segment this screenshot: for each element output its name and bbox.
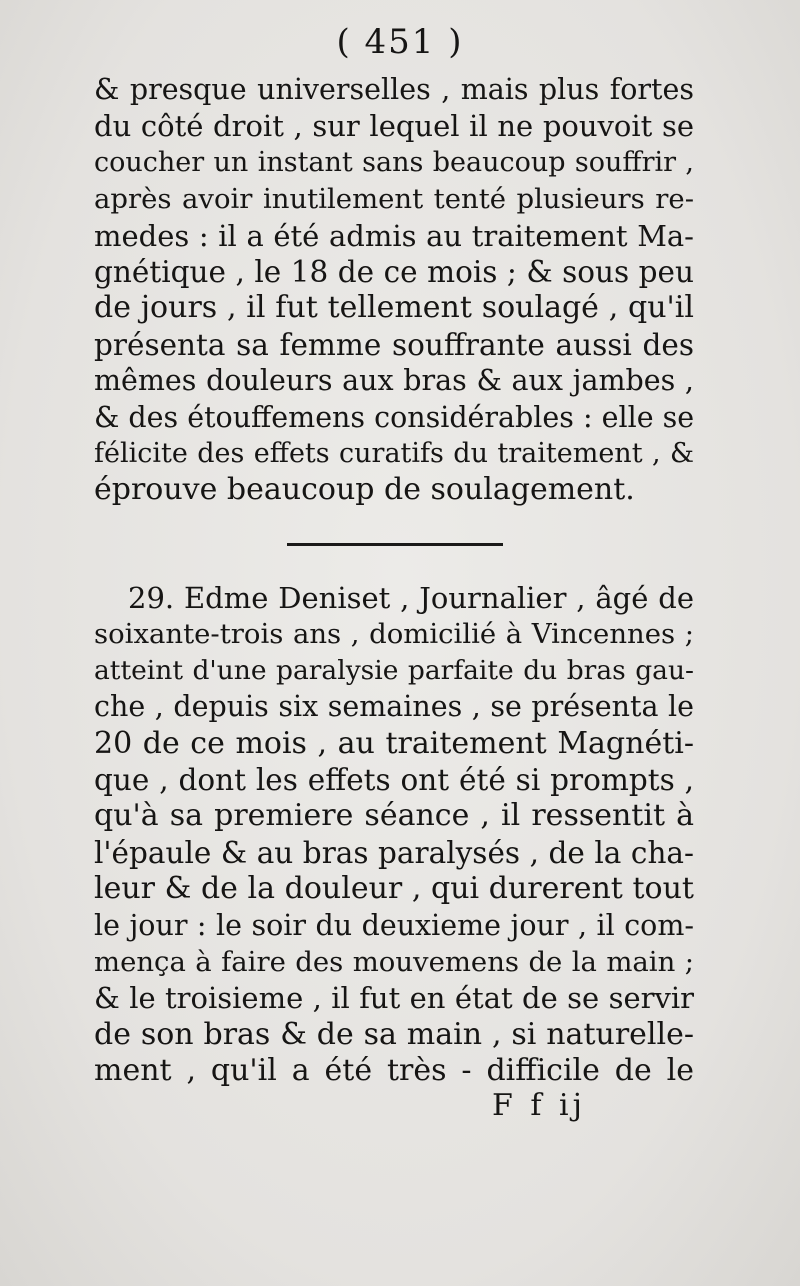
text-line: que , dont les effets ont été si prompts ,: [94, 762, 694, 797]
text-line: présenta sa femme souffrante aussi des: [94, 327, 694, 362]
text-line: 29. Edme Deniset , Journalier , âgé de: [128, 581, 694, 615]
text-line: mença à faire des mouvemens de la main ;: [94, 945, 694, 978]
text-line: coucher un instant sans beaucoup souffrir ,: [94, 146, 694, 178]
text-line: soixante-trois ans , domicilié à Vincennes ;: [94, 618, 694, 651]
text-line: medes : il a été admis au traitement Ma-: [94, 218, 694, 253]
text-line: & des étouffemens considérables : elle se: [94, 400, 695, 434]
text-line: après avoir inutilement tenté plusieurs re-: [94, 183, 694, 216]
text-line: félicite des effets curatifs du traitement , &: [94, 437, 694, 469]
paragraph-continuation: [94, 72, 694, 509]
text-line: de son bras & de sa main , si naturelle-: [94, 1016, 694, 1052]
text-line: l'épaule & au bras paralysés , de la cha-: [94, 835, 694, 870]
case-29-paragraph: [94, 580, 694, 1089]
text-line: & le troisieme , il fut en état de se servir: [94, 981, 694, 1016]
text-line: 20 de ce mois , au traitement Magnéti-: [94, 725, 694, 761]
page-number: ( 451 ): [336, 22, 464, 62]
text-line: che , depuis six semaines , se présenta le: [94, 690, 694, 724]
text-line: qu'à sa premiere séance , il ressentit à: [94, 798, 694, 834]
section-divider: [287, 543, 503, 546]
signature-mark: F f ij: [492, 1088, 586, 1123]
text-line: atteint d'une paralysie parfaite du bras gau-: [94, 654, 694, 686]
text-line: le jour : le soir du deuxieme jour , il com-: [94, 908, 694, 942]
text-line: ment , qu'il a été très - difficile de le: [94, 1053, 694, 1089]
text-line: gnétique , le 18 de ce mois ; & sous peu: [94, 254, 694, 289]
text-line: & presque universelles , mais plus fortes: [94, 73, 694, 106]
text-line: de jours , il fut tellement soulagé , qu'il: [94, 290, 694, 326]
text-line: mêmes douleurs aux bras & aux jambes ,: [94, 364, 694, 398]
text-line: éprouve beaucoup de soulagement.: [94, 472, 635, 508]
text-line: leur & de la douleur , qui durerent tout: [94, 871, 694, 907]
text-line: du côté droit , sur lequel il ne pouvoit se: [94, 109, 694, 144]
